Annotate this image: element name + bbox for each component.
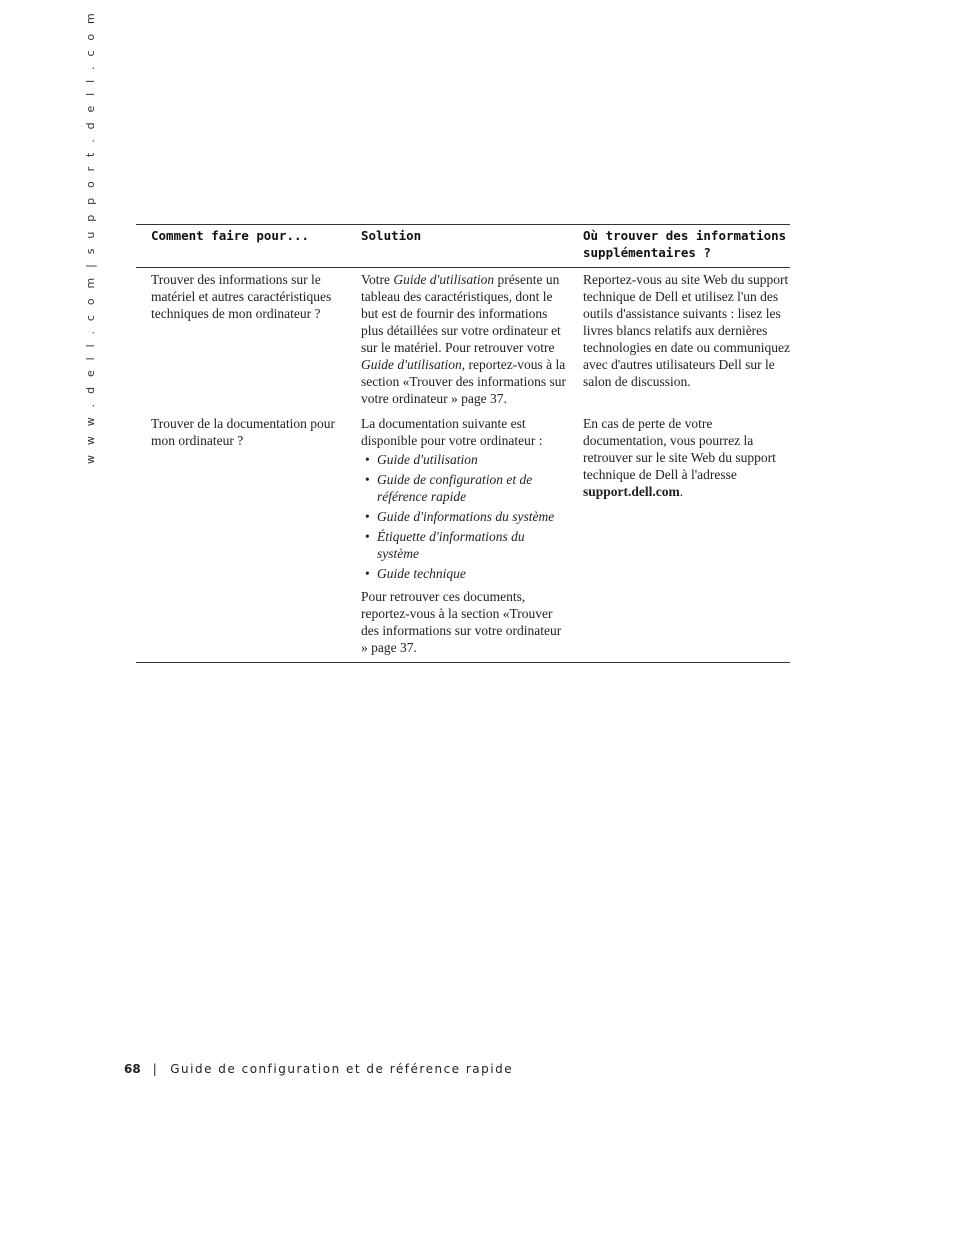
table-header-row — [136, 225, 790, 268]
solution-text: présente un tableau des caractéristiques, dont le but est de fournir des informations plus détaillées sur votre ordinateur et sur le matériel. Pour retrouver votre — [361, 272, 561, 355]
solution-text-italic: Guide d'utilisation — [393, 272, 495, 287]
solution-text-italic: Guide d'utilisation — [361, 357, 462, 372]
header-more-info: Où trouver des informations supplémentaires ? — [583, 228, 787, 260]
solution-outro: Pour retrouver ces documents, reportez-vous à la section «Trouver des informations sur votre ordinateur » page 37. — [361, 589, 562, 655]
list-item: • Guide d'utilisation — [361, 451, 568, 468]
more-info-cell — [568, 415, 790, 656]
list-item: • Guide d'informations du système — [361, 508, 568, 525]
table-row — [136, 407, 790, 662]
list-item: • Étiquette d'informations du système — [361, 528, 568, 562]
solution-cell — [346, 271, 568, 407]
page-footer — [124, 1062, 513, 1076]
footer-title: Guide de configuration et de référence rapide — [170, 1062, 514, 1076]
footer-separator: | — [152, 1062, 159, 1076]
more-info-text: . — [679, 484, 684, 499]
document-list — [361, 451, 568, 582]
list-item: • Guide technique — [361, 565, 568, 582]
question-cell: Trouver des informations sur le matériel et autres caractéristiques techniques de mon ordinateur ? — [151, 272, 332, 321]
side-url: w w w . d e l l . c o m | s u p p o r t . d e l l . c o m — [84, 10, 97, 464]
header-how-to: Comment faire pour... — [151, 228, 310, 243]
list-item: • Guide de configuration et de référence rapide — [361, 471, 568, 505]
support-link[interactable]: support.dell.com — [583, 484, 680, 499]
more-info-text: En cas de perte de votre documentation, vous pourrez la retrouver sur le site Web du support technique de Dell à l'adresse — [583, 416, 776, 482]
more-info-cell: Reportez-vous au site Web du support technique de Dell et utilisez l'un des outils d'assistance suivants : lisez les livres blancs relatifs aux dernières technologies en date ou communiquez avec d'autres utilisateurs Dell sur le salon de discussion. — [583, 272, 790, 389]
question-cell: Trouver de la documentation pour mon ordinateur ? — [151, 416, 335, 448]
solution-text: , reportez-vous à la section «Trouver des informations sur votre ordinateur » page 37. — [361, 357, 566, 406]
info-table — [136, 224, 790, 663]
page-number: 68 — [124, 1062, 141, 1076]
solution-intro: La documentation suivante est disponible pour votre ordinateur : — [361, 416, 543, 448]
solution-text: Votre — [361, 272, 394, 287]
solution-cell — [346, 415, 568, 656]
table-row — [136, 268, 790, 407]
header-solution: Solution — [361, 228, 422, 243]
